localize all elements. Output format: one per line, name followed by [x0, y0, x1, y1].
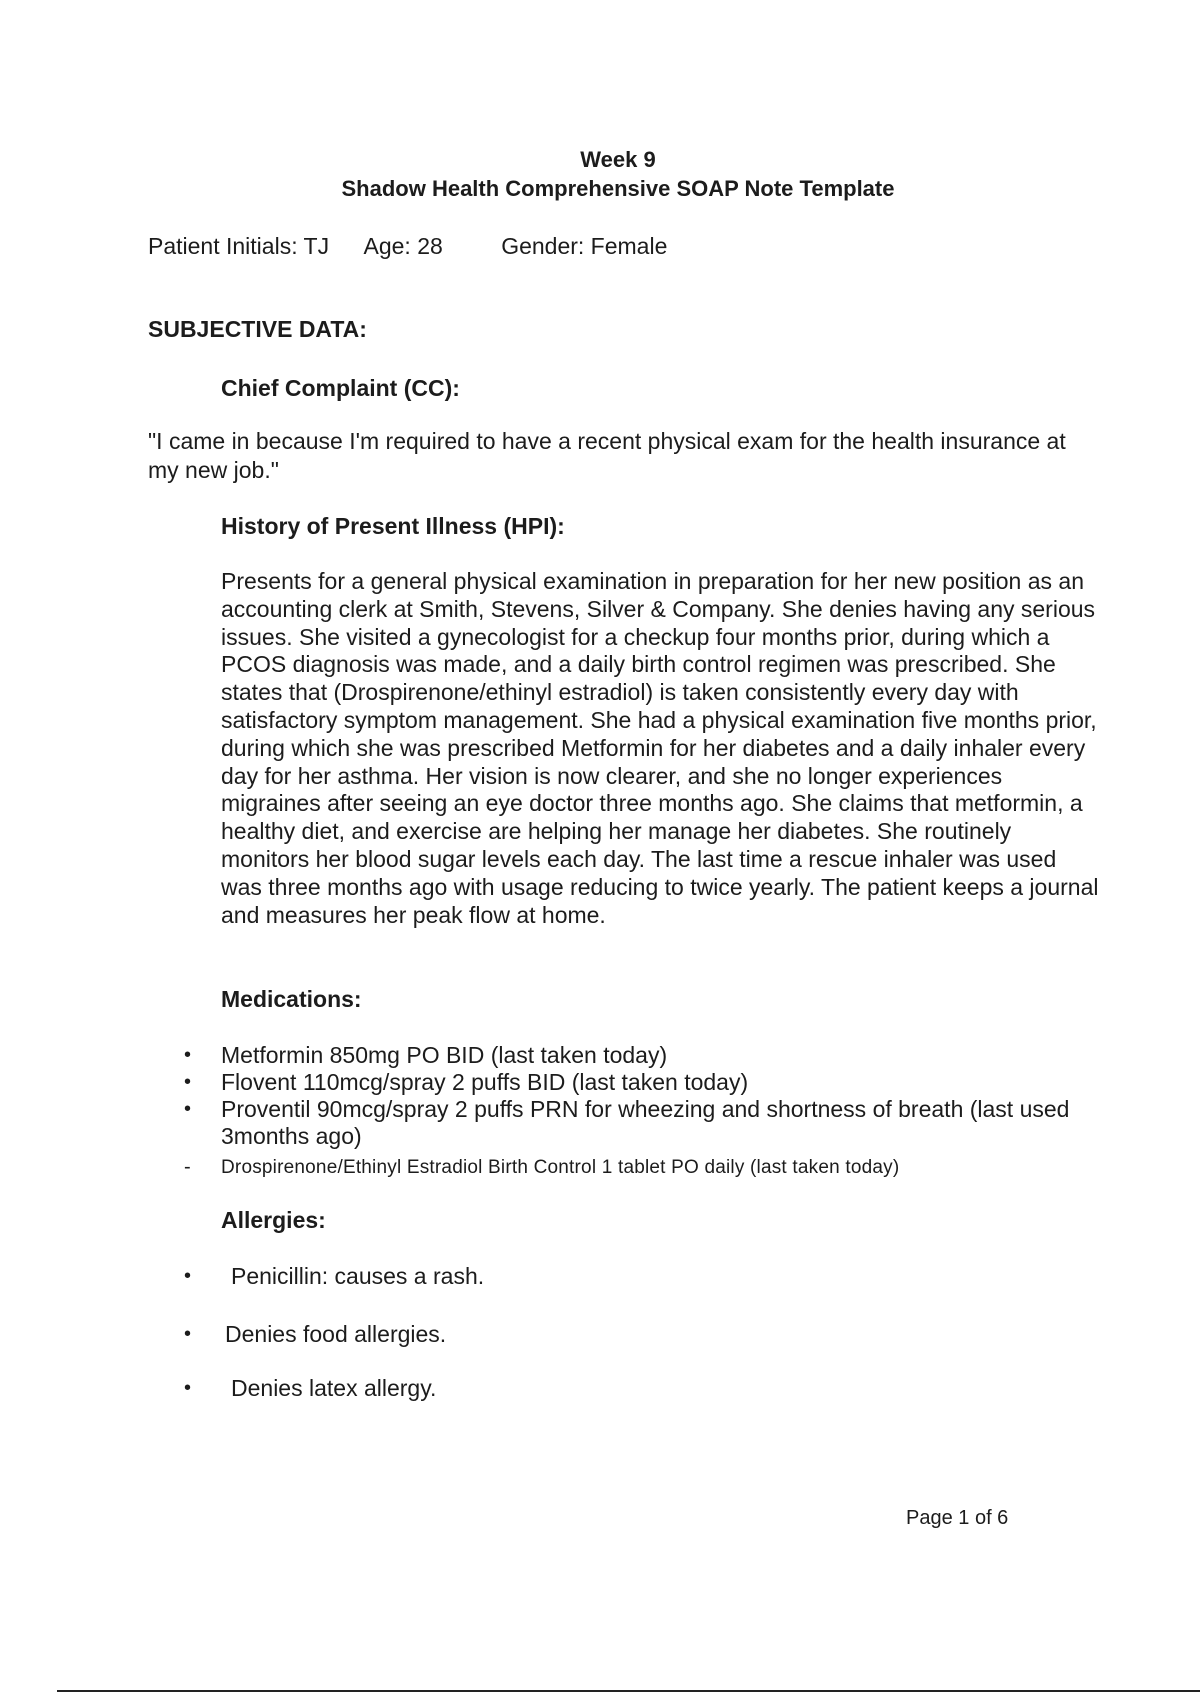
- hpi-text: Presents for a general physical examination in preparation for her new position as an accounting clerk at Smith, Stevens, Silver & Company. She denies having any serious issues. She visited a gynecologist for a checkup four months prior, during which a PCOS diagnosis was made, and a daily birth control regimen was prescribed. She states that (Drospirenone/ethinyl estradiol) is taken consistently every day with satisfactory symptom management. She had a physical examination five months prior, during which she was prescribed Metformin for her diabetes and a daily inhaler every day for her asthma. Her vision is now clearer, and she no longer experiences migraines after seeing an eye doctor three months ago. She claims that metformin, a healthy diet, and exercise are helping her manage her diabetes. She routinely monitors her blood sugar levels each day. The last time a rescue inhaler was used was three months ago with usage reducing to twice yearly. The patient keeps a journal and measures her peak flow at home.: [221, 568, 1099, 928]
- cc-text: "I came in because I'm required to have a recent physical exam for the health insurance at my new job.": [148, 428, 1066, 483]
- bullet: •: [184, 1323, 192, 1345]
- list-item: [0, 1042, 1200, 1069]
- list-item: [0, 1154, 1200, 1181]
- allergy-text: Denies food allergies.: [225, 1321, 447, 1347]
- bullet: •: [184, 1071, 192, 1093]
- medication-text: Drospirenone/Ethinyl Estradiol Birth Control 1 tablet PO daily (last taken today): [221, 1157, 900, 1178]
- page-number: Page 1 of 6: [906, 1507, 1009, 1529]
- subjective-heading: SUBJECTIVE DATA:: [148, 316, 367, 342]
- cc-heading: Chief Complaint (CC):: [221, 375, 460, 401]
- medication-text: Proventil 90mcg/spray 2 puffs PRN for wheezing and shortness of breath (last used 3months ago): [221, 1096, 1070, 1149]
- allergy-text: Penicillin: causes a rash.: [231, 1263, 485, 1289]
- patient-age: Age: 28: [363, 233, 443, 259]
- medications-list: [0, 1042, 1200, 1181]
- medication-text: Metformin 850mg PO BID (last taken today): [221, 1042, 668, 1068]
- bullet: -: [184, 1156, 191, 1178]
- medications-heading: Medications:: [221, 986, 362, 1012]
- bullet: •: [184, 1098, 192, 1120]
- list-item: [0, 1096, 1200, 1150]
- list-item: [0, 1069, 1200, 1096]
- allergy-text: Denies latex allergy.: [231, 1375, 437, 1401]
- medication-text: Flovent 110mcg/spray 2 puffs BID (last taken today): [221, 1069, 749, 1095]
- bullet: •: [184, 1265, 192, 1287]
- patient-gender: Gender: Female: [501, 233, 668, 259]
- document-title: Shadow Health Comprehensive SOAP Note Template: [341, 176, 895, 201]
- bullet: •: [184, 1044, 192, 1066]
- page-divider: [57, 1690, 1200, 1692]
- patient-initials: Patient Initials: TJ: [148, 233, 330, 259]
- hpi-heading: History of Present Illness (HPI):: [221, 513, 565, 539]
- bullet: •: [184, 1377, 192, 1399]
- allergies-heading: Allergies:: [221, 1207, 326, 1233]
- patient-info: [148, 232, 667, 260]
- document-week: Week 9: [580, 147, 656, 172]
